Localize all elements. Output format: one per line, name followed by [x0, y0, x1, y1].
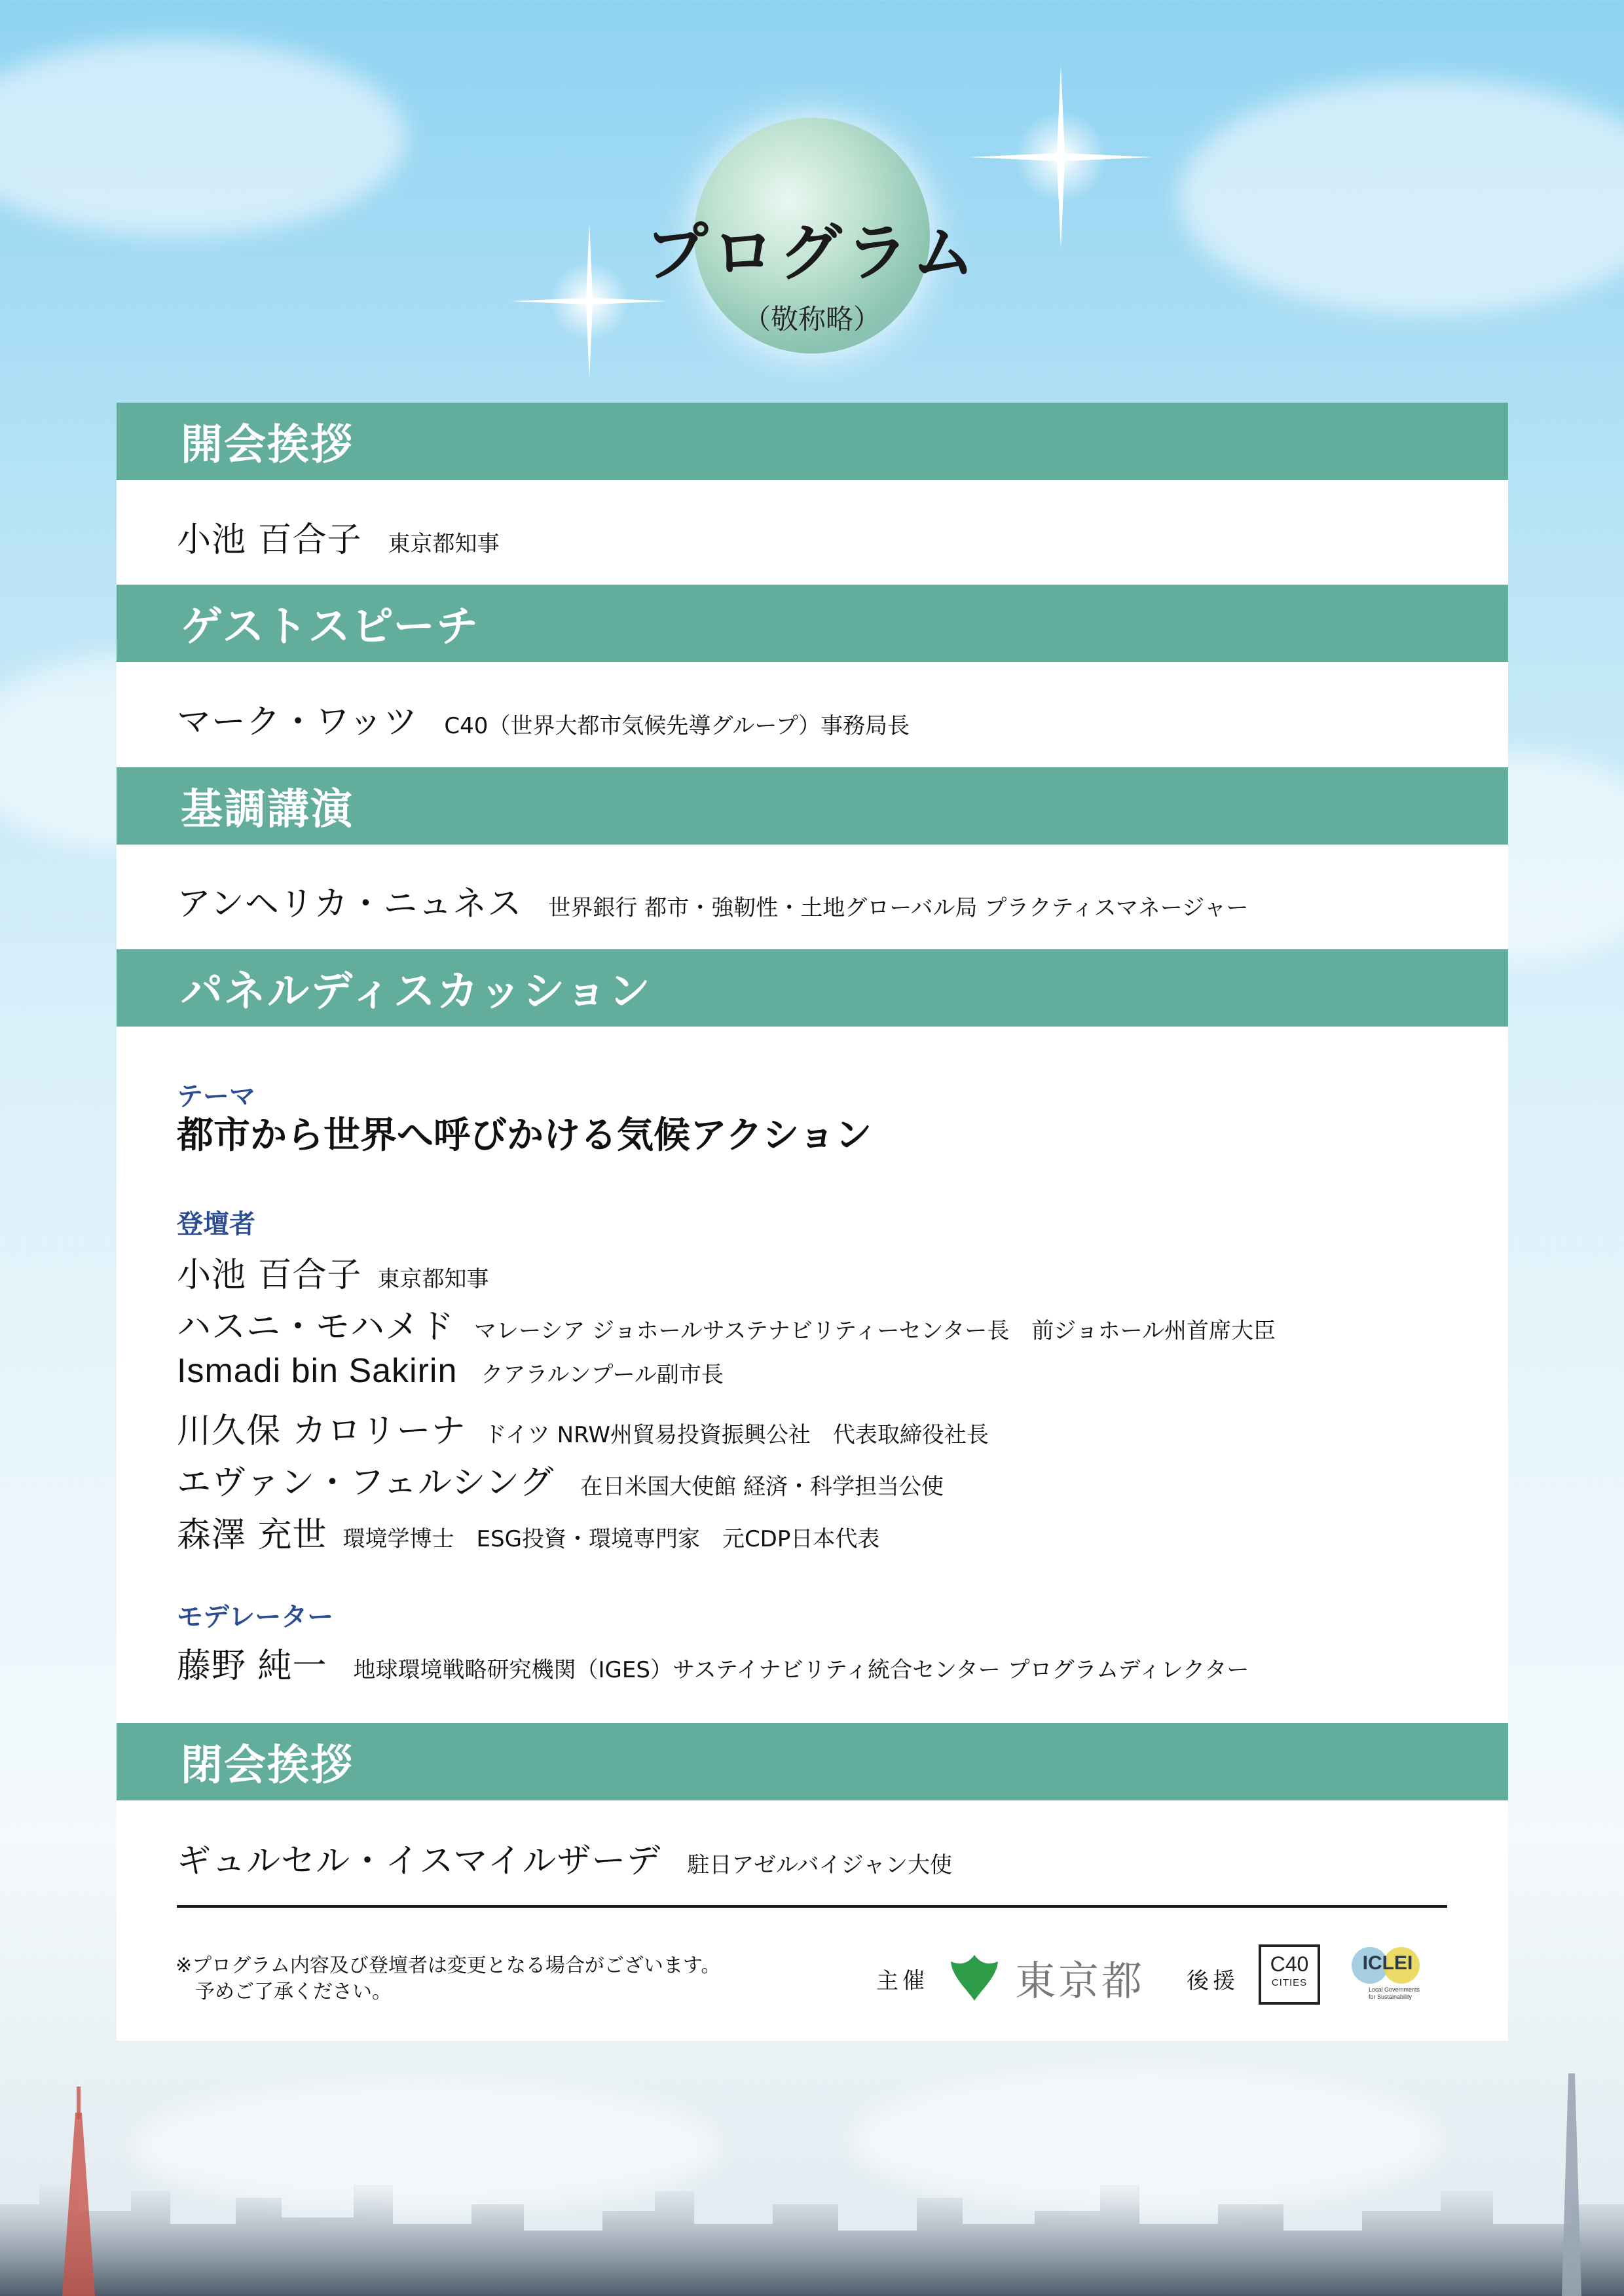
- footer-note-line: ※プログラム内容及び登壇者は変更となる場合がございます。: [175, 1954, 721, 1977]
- c40-logo-subtext: CITIES: [1271, 1977, 1308, 1988]
- speaker-name: アンヘリカ・ニュネス: [177, 884, 523, 924]
- speaker-row: [177, 876, 1249, 925]
- section-bar-closing: [117, 1723, 1508, 1800]
- moderator-name: 藤野 純一: [177, 1647, 327, 1686]
- speaker-name: マーク・ワッツ: [177, 702, 418, 742]
- moderator-row: [177, 1638, 1249, 1687]
- support-label: 後援: [1187, 1968, 1239, 1994]
- host-label: 主催: [876, 1968, 929, 1994]
- footer-divider: [177, 1905, 1447, 1908]
- panelist-name: 森澤 充世: [177, 1516, 327, 1555]
- speaker-role: 世界銀行 都市・強靭性・土地グローバル局 プラクティスマネージャー: [548, 895, 1249, 921]
- speaker-role: C40（世界大都市気候先導グループ）事務局長: [444, 713, 910, 739]
- moderator-label: モデレーター: [177, 1602, 334, 1632]
- panelist-row: [177, 1507, 879, 1556]
- page-title: プログラム: [645, 216, 979, 289]
- header: [0, 203, 1624, 337]
- speaker-row: [177, 1833, 952, 1882]
- panelist-row: [177, 1351, 724, 1391]
- panelist-row: [177, 1299, 1276, 1348]
- panelist-name: Ismadi bin Sakirin: [177, 1352, 458, 1390]
- section-bar-keynote: [117, 767, 1508, 845]
- panelist-row: [177, 1403, 989, 1452]
- theme-label: テーマ: [177, 1082, 255, 1112]
- section-heading: ゲストスピーチ: [181, 603, 480, 651]
- panel-theme: 都市から世界へ呼びかける気候アクション: [177, 1114, 872, 1157]
- moderator-role: 地球環境戦略研究機関（IGES）サステイナビリティ統合センター プログラムディレクター: [353, 1657, 1249, 1683]
- iclei-tagline: [1369, 1986, 1420, 2001]
- speaker-row: [177, 694, 910, 743]
- panelist-role: 環境学博士 ESG投資・環境専門家 元CDP日本代表: [342, 1526, 880, 1552]
- section-heading: 開会挨拶: [181, 421, 354, 469]
- section-bar-guest: [117, 585, 1508, 662]
- panelist-role: ドイツ NRW州貿易投資振興公社 代表取締役社長: [484, 1422, 989, 1448]
- panelist-name: 川久保 カロリーナ: [177, 1412, 466, 1451]
- speaker-name: 小池 百合子: [177, 520, 362, 560]
- speaker-role: 駐日アゼルバイジャン大使: [687, 1852, 953, 1878]
- section-bar-panel: [117, 949, 1508, 1027]
- city-skyline-illustration: [0, 2073, 1624, 2296]
- panelist-name: 小池 百合子: [177, 1256, 362, 1295]
- panelist-role: クアラルンプール副市長: [481, 1362, 724, 1388]
- iclei-logo-text: ICLEI: [1362, 1952, 1413, 1974]
- panelist-row: [177, 1247, 489, 1296]
- c40-logo: [1259, 1944, 1320, 2005]
- section-heading: パネルディスカッション: [181, 968, 652, 1016]
- section-heading: 閉会挨拶: [181, 1741, 354, 1790]
- section-bar-opening: [117, 403, 1508, 480]
- footer-note-line: 予めご了承ください。: [195, 1980, 392, 2003]
- c40-logo-text: C40: [1270, 1952, 1309, 1976]
- panelist-role: 在日米国大使館 経済・科学担当公使: [580, 1474, 944, 1500]
- panelist-name: エヴァン・フェルシング: [177, 1463, 555, 1503]
- host-name: 東京都: [1015, 1957, 1145, 2005]
- speaker-role: 東京都知事: [388, 531, 500, 557]
- page-subtitle: （敬称略）: [743, 303, 881, 335]
- tokyo-ginkgo-logo: [948, 1951, 1001, 2003]
- panelist-row: [177, 1455, 944, 1504]
- iclei-tagline-line: for Sustainability: [1369, 1994, 1412, 2000]
- panelist-role: マレーシア ジョホールサステナビリティーセンター長 前ジョホール州首席大臣: [474, 1318, 1276, 1344]
- section-heading: 基調講演: [181, 786, 354, 834]
- panelist-name: ハスニ・モハメド: [177, 1307, 455, 1347]
- speaker-name: ギュルセル・イスマイルザーデ: [177, 1842, 661, 1881]
- footer-note: [175, 1953, 720, 2005]
- panelist-role: 東京都知事: [377, 1266, 489, 1292]
- speaker-row: [177, 512, 500, 561]
- speakers-label: 登壇者: [177, 1209, 255, 1239]
- iclei-tagline-line: Local Governments: [1369, 1986, 1420, 1993]
- iclei-logo: [1349, 1946, 1428, 2006]
